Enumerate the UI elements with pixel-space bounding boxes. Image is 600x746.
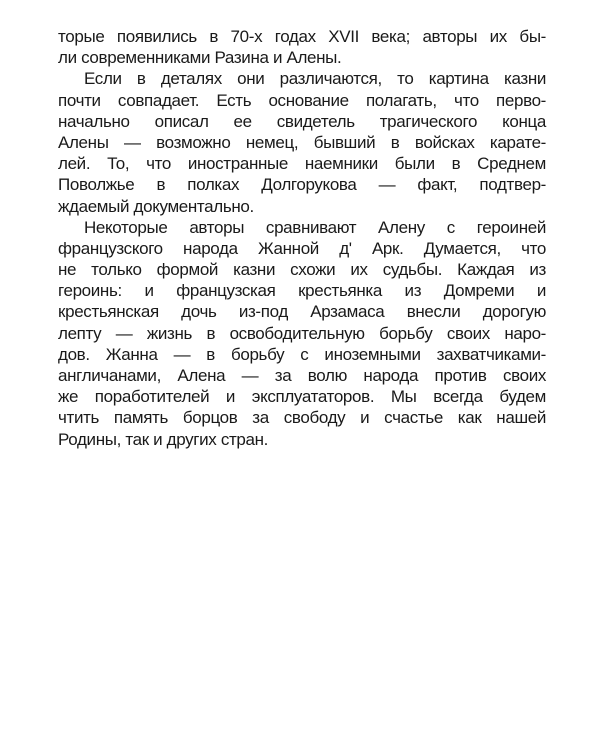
text-line: Родины, так и других стран. (58, 429, 269, 449)
page-text-block (58, 26, 546, 450)
text-line: ли современниками Разина и Алены. (58, 48, 342, 68)
paragraph-2 (58, 68, 546, 216)
text-line: героинь: и французская крестьянка из Домреми и (58, 281, 546, 301)
text-line: французского народа Жанной д' Арк. Думается, что (58, 238, 546, 258)
text-line: дов. Жанна — в борьбу с иноземными захватчиками- (58, 344, 546, 364)
paragraph-3 (58, 217, 546, 450)
text-line: почти совпадает. Есть основание полагать, что перво- (58, 90, 546, 110)
text-line: ждаемый документально. (58, 196, 254, 216)
text-line: лепту — жизнь в освободительную борьбу своих наро- (58, 323, 546, 343)
text-line: англичанами, Алена — за волю народа против своих (58, 366, 546, 385)
text-line: чтить память борцов за свободу и счастье как нашей (58, 408, 546, 428)
text-line: Поволжье в полках Долгорукова — факт, подтвер- (58, 175, 546, 195)
text-line: лей. То, что иностранные наемники были в Среднем (58, 154, 546, 174)
text-line: же поработителей и эксплуататоров. Мы всегда будем (58, 387, 546, 407)
text-line: не только формой казни схожи их судьбы. Каждая из (58, 260, 546, 280)
text-line: крестьянская дочь из-под Арзамаса внесли дорогую (58, 302, 546, 322)
text-line: Если в деталях они различаются, то картина казни (84, 69, 546, 89)
text-line: торые появились в 70-х годах XVII века; авторы их бы- (58, 27, 546, 46)
text-line: Алены — возможно немец, бывший в войсках карате- (58, 132, 546, 152)
paragraph-1 (58, 26, 546, 68)
text-line: Некоторые авторы сравнивают Алену с героиней (84, 217, 546, 237)
text-line: начально описал ее свидетель трагического конца (58, 111, 546, 131)
